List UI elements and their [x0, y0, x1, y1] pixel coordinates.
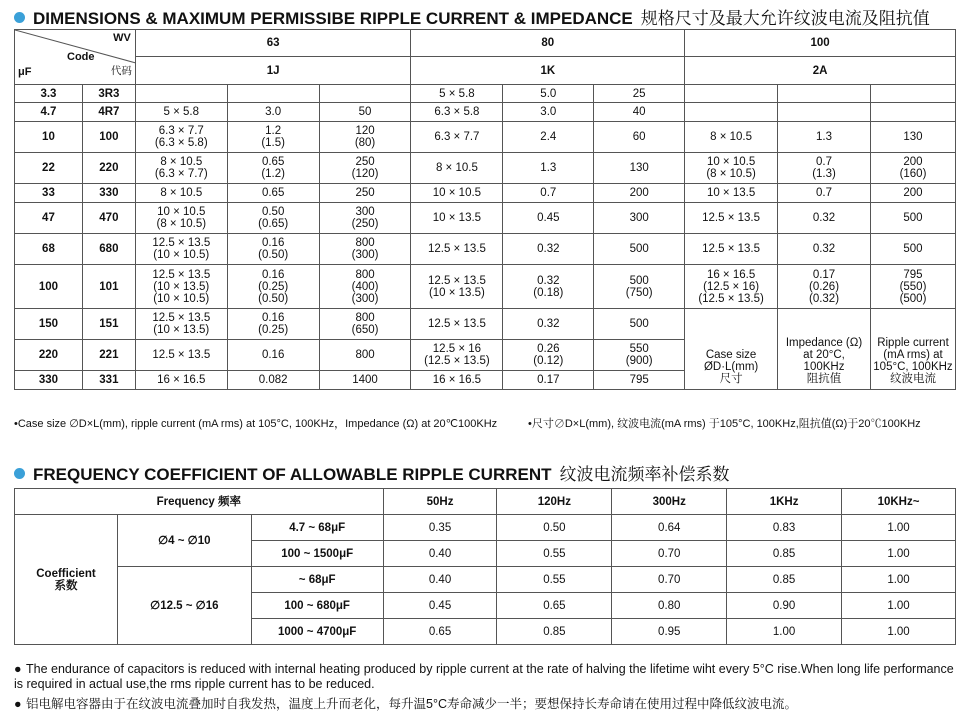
coefficient-value: 0.70 [612, 541, 727, 567]
uf-label: μF [18, 66, 32, 78]
spec-cell: 0.7 [778, 184, 871, 203]
wv-label: WV [113, 32, 131, 44]
code-cell: 331 [82, 371, 135, 390]
table-row [15, 203, 956, 234]
spec-cell: 1.3 [503, 153, 594, 184]
spec-cell: 200 [594, 184, 685, 203]
spec-cell: 0.50 (0.65) [227, 203, 319, 234]
footnote-en [14, 662, 954, 692]
capacitance-cell: 330 [15, 371, 83, 390]
spec-cell: 0.16 [227, 340, 319, 371]
coefficient-value: 1.00 [842, 593, 956, 619]
coefficient-value: 1.00 [842, 541, 956, 567]
capacitance-cell: 33 [15, 184, 83, 203]
capacitance-range: ~ 68μF [251, 567, 383, 593]
spec-cell: 300 [594, 203, 685, 234]
code-cell: 220 [82, 153, 135, 184]
spec-cell [685, 103, 778, 122]
capacitance-range: 100 ~ 1500μF [251, 541, 383, 567]
spec-cell: 25 [594, 85, 685, 103]
spec-cell: 12.5 × 13.5 (10 × 10.5) [135, 234, 227, 265]
spec-cell: 800 (300) [319, 234, 411, 265]
bullet-icon: ● [14, 697, 22, 711]
spec-cell: 250 [319, 184, 411, 203]
spec-cell [870, 85, 955, 103]
spec-cell: 500 [870, 234, 955, 265]
spec-cell: 1400 [319, 371, 411, 390]
spec-cell [778, 103, 871, 122]
code-cn-label: 代码 [110, 65, 132, 77]
spec-cell: 0.16 (0.25) [227, 309, 319, 340]
spec-cell: 10 × 13.5 [685, 184, 778, 203]
code-label: Code [67, 51, 95, 63]
code-cell: 221 [82, 340, 135, 371]
footnote-cn-text: 铝电解电容器由于在纹波电流叠加时自我发热，温度上升而老化，每升温5°C寿命减少一半；要想保持长寿命请在使用过程中降低纹波电流。 [26, 697, 797, 711]
spec-cell: 3.0 [503, 103, 594, 122]
spec-cell: 8 × 10.5 [135, 184, 227, 203]
spec-cell: 795 [594, 371, 685, 390]
spec-cell: 12.5 × 16 (12.5 × 13.5) [411, 340, 503, 371]
table-row [15, 85, 956, 103]
coefficient-value: 0.90 [727, 593, 842, 619]
frequency-header: 50Hz [383, 489, 497, 515]
spec-cell: 300 (250) [319, 203, 411, 234]
coefficient-value: 0.40 [383, 567, 497, 593]
frequency-header: 1KHz [727, 489, 842, 515]
voltage-header-row [15, 30, 956, 57]
spec-cell: 8 × 10.5 [685, 122, 778, 153]
spec-cell: 200 (160) [870, 153, 955, 184]
frequency-header: 300Hz [612, 489, 727, 515]
coefficient-value: 0.45 [383, 593, 497, 619]
code-cell: 680 [82, 234, 135, 265]
corner-header [15, 30, 136, 85]
coefficient-value: 0.70 [612, 567, 727, 593]
frequency-table [14, 488, 956, 645]
spec-cell: 6.3 × 5.8 [411, 103, 503, 122]
coefficient-value: 1.00 [842, 567, 956, 593]
coefficient-value: 0.85 [497, 619, 612, 645]
coefficient-value: 1.00 [842, 515, 956, 541]
spec-cell: 16 × 16.5 (12.5 × 16) (12.5 × 13.5) [685, 265, 778, 309]
spec-cell: 5 × 5.8 [135, 103, 227, 122]
capacitance-range: 100 ~ 680μF [251, 593, 383, 619]
dimensions-note-cn: •尺寸∅D×L(mm), 纹波电流(mA rms) 于105°C, 100KHz,阻抗值(Ω)于20℃100KHz [528, 418, 921, 430]
spec-cell: 1.2 (1.5) [227, 122, 319, 153]
spec-cell: 12.5 × 13.5 [411, 309, 503, 340]
spec-cell: 800 [319, 340, 411, 371]
spec-cell: 250 (120) [319, 153, 411, 184]
dimensions-heading-cn: 规格尺寸及最大允许纹波电流及阻抗值 [640, 9, 930, 28]
spec-cell: 0.32 [778, 203, 871, 234]
capacitance-cell: 68 [15, 234, 83, 265]
spec-cell: 0.26 (0.12) [503, 340, 594, 371]
spec-cell: 500 (750) [594, 265, 685, 309]
voltage-code-row [15, 57, 956, 85]
spec-cell: 130 [594, 153, 685, 184]
legend-case-size: Case size ØD·L(mm) 尺寸 [685, 309, 778, 390]
spec-cell: 800 (400) (300) [319, 265, 411, 309]
spec-cell: 8 × 10.5 [411, 153, 503, 184]
coefficient-value: 0.64 [612, 515, 727, 541]
spec-cell: 6.3 × 7.7 [411, 122, 503, 153]
capacitance-cell: 150 [15, 309, 83, 340]
frequency-header: 120Hz [497, 489, 612, 515]
table-row [15, 265, 956, 309]
spec-cell [319, 85, 411, 103]
voltage-80: 80 [411, 30, 685, 57]
spec-cell: 12.5 × 13.5 [685, 234, 778, 265]
spec-cell: 0.32 [778, 234, 871, 265]
table-row [15, 309, 956, 340]
capacitance-cell: 10 [15, 122, 83, 153]
spec-cell: 0.7 (1.3) [778, 153, 871, 184]
bullet-dot-icon [14, 468, 25, 479]
spec-cell: 3.0 [227, 103, 319, 122]
coefficient-value: 0.65 [497, 593, 612, 619]
spec-cell: 12.5 × 13.5 [685, 203, 778, 234]
code-cell: 101 [82, 265, 135, 309]
coefficient-value: 1.00 [842, 619, 956, 645]
capacitance-range: 4.7 ~ 68μF [251, 515, 383, 541]
spec-cell [227, 85, 319, 103]
bullet-dot-icon [14, 12, 25, 23]
code-cell: 330 [82, 184, 135, 203]
code-cell: 4R7 [82, 103, 135, 122]
coefficient-value: 1.00 [727, 619, 842, 645]
spec-cell: 0.17 (0.26) (0.32) [778, 265, 871, 309]
table-row [15, 515, 956, 541]
spec-cell: 12.5 × 13.5 [411, 234, 503, 265]
coefficient-value: 0.55 [497, 567, 612, 593]
spec-cell: 795 (550) (500) [870, 265, 955, 309]
spec-cell: 0.16 (0.25) (0.50) [227, 265, 319, 309]
coefficient-value: 0.85 [727, 567, 842, 593]
spec-cell: 12.5 × 13.5 (10 × 13.5) [411, 265, 503, 309]
coefficient-value: 0.35 [383, 515, 497, 541]
diameter-range: ∅4 ~ ∅10 [117, 515, 251, 567]
spec-cell: 16 × 16.5 [411, 371, 503, 390]
frequency-header-row [15, 489, 956, 515]
spec-cell: 0.32 (0.18) [503, 265, 594, 309]
spec-cell: 8 × 10.5 (6.3 × 7.7) [135, 153, 227, 184]
spec-cell: 10 × 10.5 [411, 184, 503, 203]
spec-cell: 10 × 10.5 (8 × 10.5) [685, 153, 778, 184]
dimensions-heading-en: DIMENSIONS & MAXIMUM PERMISSIBE RIPPLE CURRENT & IMPEDANCE [33, 9, 633, 28]
spec-cell: 5.0 [503, 85, 594, 103]
legend-ripple-current: Ripple current (mA rms) at 105°C, 100KHz 纹波电流 [870, 309, 955, 390]
spec-cell: 12.5 × 13.5 (10 × 13.5) [135, 309, 227, 340]
spec-cell: 120 (80) [319, 122, 411, 153]
spec-cell: 500 [870, 203, 955, 234]
spec-cell: 0.16 (0.50) [227, 234, 319, 265]
spec-cell [778, 85, 871, 103]
coefficient-value: 0.80 [612, 593, 727, 619]
voltage-100: 100 [685, 30, 956, 57]
spec-cell: 5 × 5.8 [411, 85, 503, 103]
spec-cell: 10 × 13.5 [411, 203, 503, 234]
coefficient-value: 0.40 [383, 541, 497, 567]
spec-cell: 0.32 [503, 234, 594, 265]
voltage-63: 63 [135, 30, 411, 57]
frequency-heading-cn: 纹波电流频率补偿系数 [559, 465, 730, 484]
code-cell: 151 [82, 309, 135, 340]
spec-cell: 10 × 10.5 (8 × 10.5) [135, 203, 227, 234]
code-cell: 100 [82, 122, 135, 153]
spec-cell: 0.45 [503, 203, 594, 234]
coefficient-value: 0.65 [383, 619, 497, 645]
coefficient-value: 0.55 [497, 541, 612, 567]
capacitance-cell: 3.3 [15, 85, 83, 103]
table-row [15, 234, 956, 265]
spec-cell: 0.17 [503, 371, 594, 390]
spec-cell: 550 (900) [594, 340, 685, 371]
coefficient-label: Coefficient 系数 [15, 515, 118, 645]
voltage-code-1k: 1K [411, 57, 685, 85]
spec-cell: 0.65 [227, 184, 319, 203]
footnote-cn [14, 697, 954, 712]
coefficient-value: 0.95 [612, 619, 727, 645]
coefficient-value: 0.83 [727, 515, 842, 541]
capacitance-cell: 100 [15, 265, 83, 309]
legend-impedance: Impedance (Ω) at 20°C, 100KHz 阻抗值 [778, 309, 871, 390]
dimensions-note-en: •Case size ∅D×L(mm), ripple current (mA rms) at 105°C, 100KHz，Impedance (Ω) at 20℃100KHz [14, 418, 498, 430]
spec-cell [685, 85, 778, 103]
capacitance-cell: 4.7 [15, 103, 83, 122]
spec-cell: 12.5 × 13.5 [135, 340, 227, 371]
frequency-label: Frequency 频率 [15, 489, 384, 515]
spec-cell [870, 103, 955, 122]
frequency-heading [14, 460, 730, 485]
spec-cell: 16 × 16.5 [135, 371, 227, 390]
spec-cell: 50 [319, 103, 411, 122]
spec-cell: 0.65 (1.2) [227, 153, 319, 184]
spec-cell: 800 (650) [319, 309, 411, 340]
capacitance-range: 1000 ~ 4700μF [251, 619, 383, 645]
diameter-range: ∅12.5 ~ ∅16 [117, 567, 251, 645]
spec-cell: 12.5 × 13.5 (10 × 13.5) (10 × 10.5) [135, 265, 227, 309]
spec-cell: 0.7 [503, 184, 594, 203]
spec-cell: 40 [594, 103, 685, 122]
voltage-code-2a: 2A [685, 57, 956, 85]
table-row [15, 122, 956, 153]
dimensions-table [14, 29, 956, 390]
spec-cell: 1.3 [778, 122, 871, 153]
spec-cell: 500 [594, 309, 685, 340]
spec-cell: 6.3 × 7.7 (6.3 × 5.8) [135, 122, 227, 153]
code-cell: 3R3 [82, 85, 135, 103]
spec-cell: 0.082 [227, 371, 319, 390]
coefficient-value: 0.85 [727, 541, 842, 567]
spec-cell: 0.32 [503, 309, 594, 340]
spec-cell: 130 [870, 122, 955, 153]
code-cell: 470 [82, 203, 135, 234]
table-row [15, 103, 956, 122]
frequency-header: 10KHz~ [842, 489, 956, 515]
spec-cell: 2.4 [503, 122, 594, 153]
spec-cell [135, 85, 227, 103]
capacitance-cell: 220 [15, 340, 83, 371]
coefficient-value: 0.50 [497, 515, 612, 541]
spec-cell: 200 [870, 184, 955, 203]
voltage-code-1j: 1J [135, 57, 411, 85]
bullet-icon: ● [14, 662, 22, 676]
table-row [15, 153, 956, 184]
capacitance-cell: 47 [15, 203, 83, 234]
capacitance-cell: 22 [15, 153, 83, 184]
table-row [15, 184, 956, 203]
table-row [15, 567, 956, 593]
footnote-en-text: The endurance of capacitors is reduced with internal heating produced by ripple current at the rate of halving the lifetime wiht every 5°C rise.When long life performance is required in actual use,the rms ripple current has to be reduced. [14, 662, 954, 691]
dimensions-heading [14, 4, 930, 29]
frequency-heading-en: FREQUENCY COEFFICIENT OF ALLOWABLE RIPPLE CURRENT [33, 465, 552, 484]
spec-cell: 60 [594, 122, 685, 153]
spec-cell: 500 [594, 234, 685, 265]
